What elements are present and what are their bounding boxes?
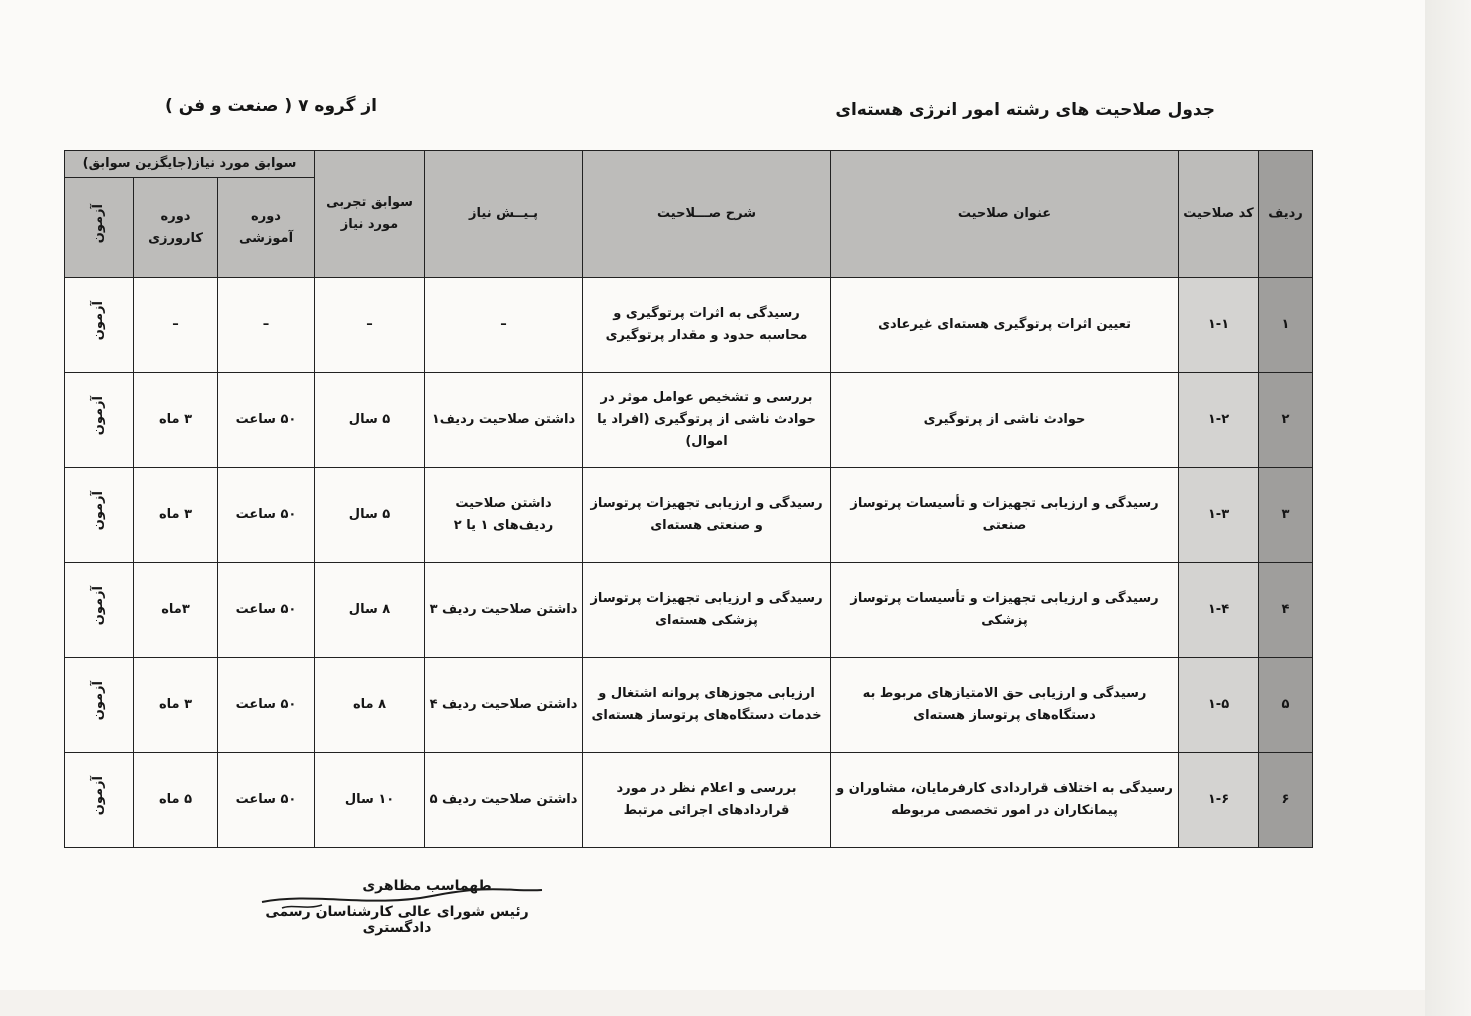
cell-prerequisite: داشتن صلاحیت ردیف ۳ [425,563,583,658]
header-radif: ردیف [1259,151,1313,278]
header-experience: سوابق تجربی مورد نیاز [315,151,425,278]
table-row [65,658,1313,753]
table-body [65,278,1313,848]
cell-exam [65,373,134,468]
cell-exam [65,563,134,658]
cell-internship: ۳ ماه [134,658,218,753]
cell-prerequisite: – [425,278,583,373]
cell-experience: ۵ سال [315,468,425,563]
header-records-group: سوابق مورد نیاز(جایگزین سوابق) [65,151,315,178]
cell-code: ۱-۶ [1179,753,1259,848]
cell-training: ۵۰ ساعت [218,563,315,658]
header-exam-label: آزمون [90,203,106,244]
cell-internship: ۳ماه [134,563,218,658]
cell-description: رسیدگی و ارزیابی تجهیزات پرتوساز و صنعتی هسته‌ای [583,468,831,563]
header-exam [65,178,134,278]
table-row [65,468,1313,563]
table-row [65,373,1313,468]
cell-radif: ۵ [1259,658,1313,753]
cell-description: ارزیابی مجوزهای پروانه اشتغال و خدمات دستگاه‌های پرتوساز هسته‌ای [583,658,831,753]
cell-title: رسیدگی به اختلاف قراردادی کارفرمایان، مشاوران و پیمانکاران در امور تخصصی مربوطه [831,753,1179,848]
cell-code: ۱-۲ [1179,373,1259,468]
cell-radif: ۱ [1259,278,1313,373]
cell-exam-label: آزمون [90,776,106,816]
table-row [65,563,1313,658]
cell-experience: ۸ ماه [315,658,425,753]
cell-title: تعیین اثرات پرتوگیری هسته‌ای غیرعادی [831,278,1179,373]
cell-radif: ۲ [1259,373,1313,468]
cell-exam-label: آزمون [90,301,106,341]
cell-prerequisite: داشتن صلاحیت ردیف ۵ [425,753,583,848]
cell-radif: ۶ [1259,753,1313,848]
cell-title: حوادث ناشی از پرتوگیری [831,373,1179,468]
header-training: دوره آموزشی [218,178,315,278]
cell-internship: ۳ ماه [134,468,218,563]
cell-exam [65,658,134,753]
competency-table [64,150,1313,848]
header-description: شرح صـــلاحیت [583,151,831,278]
cell-internship: ۳ ماه [134,373,218,468]
cell-training: – [218,278,315,373]
cell-exam-label: آزمون [90,586,106,626]
signatory-name: طهماسب مظاهری [362,878,492,894]
cell-internship: ۵ ماه [134,753,218,848]
cell-exam-label: آزمون [90,491,106,531]
cell-radif: ۳ [1259,468,1313,563]
cell-description: رسیدگی به اثرات پرتوگیری و محاسبه حدود و مقدار پرتوگیری [583,278,831,373]
cell-experience: ۵ سال [315,373,425,468]
table-row [65,753,1313,848]
cell-title: رسیدگی و ارزیابی حق الامتیازهای مربوط به دستگاه‌های پرتوساز هسته‌ای [831,658,1179,753]
cell-description: بررسی و تشخیص عوامل موثر در حوادث ناشی از پرتوگیری (افراد یا اموال) [583,373,831,468]
cell-exam [65,468,134,563]
group-label: از گروه ۷ ( صنعت و فن ) [165,96,377,116]
cell-radif: ۴ [1259,563,1313,658]
cell-training: ۵۰ ساعت [218,658,315,753]
signatory-role: رئیس شورای عالی کارشناسان رسمی دادگستری [265,904,529,936]
cell-exam [65,278,134,373]
cell-title: رسیدگی و ارزیابی تجهیزات و تأسیسات پرتوساز صنعتی [831,468,1179,563]
cell-exam-label: آزمون [90,681,106,721]
cell-code: ۱-۳ [1179,468,1259,563]
header-title: عنوان صلاحیت [831,151,1179,278]
cell-code: ۱-۴ [1179,563,1259,658]
signature-stroke-icon [252,874,552,914]
cell-training: ۵۰ ساعت [218,468,315,563]
cell-code: ۱-۵ [1179,658,1259,753]
header-prerequisite: پـیــش نیاز [425,151,583,278]
cell-internship: – [134,278,218,373]
cell-exam [65,753,134,848]
cell-training: ۵۰ ساعت [218,373,315,468]
cell-training: ۵۰ ساعت [218,753,315,848]
cell-experience: ۸ سال [315,563,425,658]
cell-description: بررسی و اعلام نظر در مورد قراردادهای اجرائی مرتبط [583,753,831,848]
header-internship: دوره کارورزی [134,178,218,278]
cell-prerequisite: داشتن صلاحیت ردیف‌های ۱ یا ۲ [425,468,583,563]
scan-edge [1425,0,1471,1016]
cell-prerequisite: داشتن صلاحیت ردیف۱ [425,373,583,468]
cell-experience: – [315,278,425,373]
cell-code: ۱-۱ [1179,278,1259,373]
cell-title: رسیدگی و ارزیابی تجهیزات و تأسیسات پرتوساز پزشکی [831,563,1179,658]
signature-block [232,878,562,936]
document-title: جدول صلاحیت های رشته امور انرژی هسته‌ای [835,100,1215,120]
cell-experience: ۱۰ سال [315,753,425,848]
competency-table-container [64,150,1312,848]
cell-exam-label: آزمون [90,396,106,436]
cell-description: رسیدگی و ارزیابی تجهیزات پرتوساز پزشکی هسته‌ای [583,563,831,658]
table-row [65,278,1313,373]
cell-prerequisite: داشتن صلاحیت ردیف ۴ [425,658,583,753]
header-code: کد صلاحیت [1179,151,1259,278]
